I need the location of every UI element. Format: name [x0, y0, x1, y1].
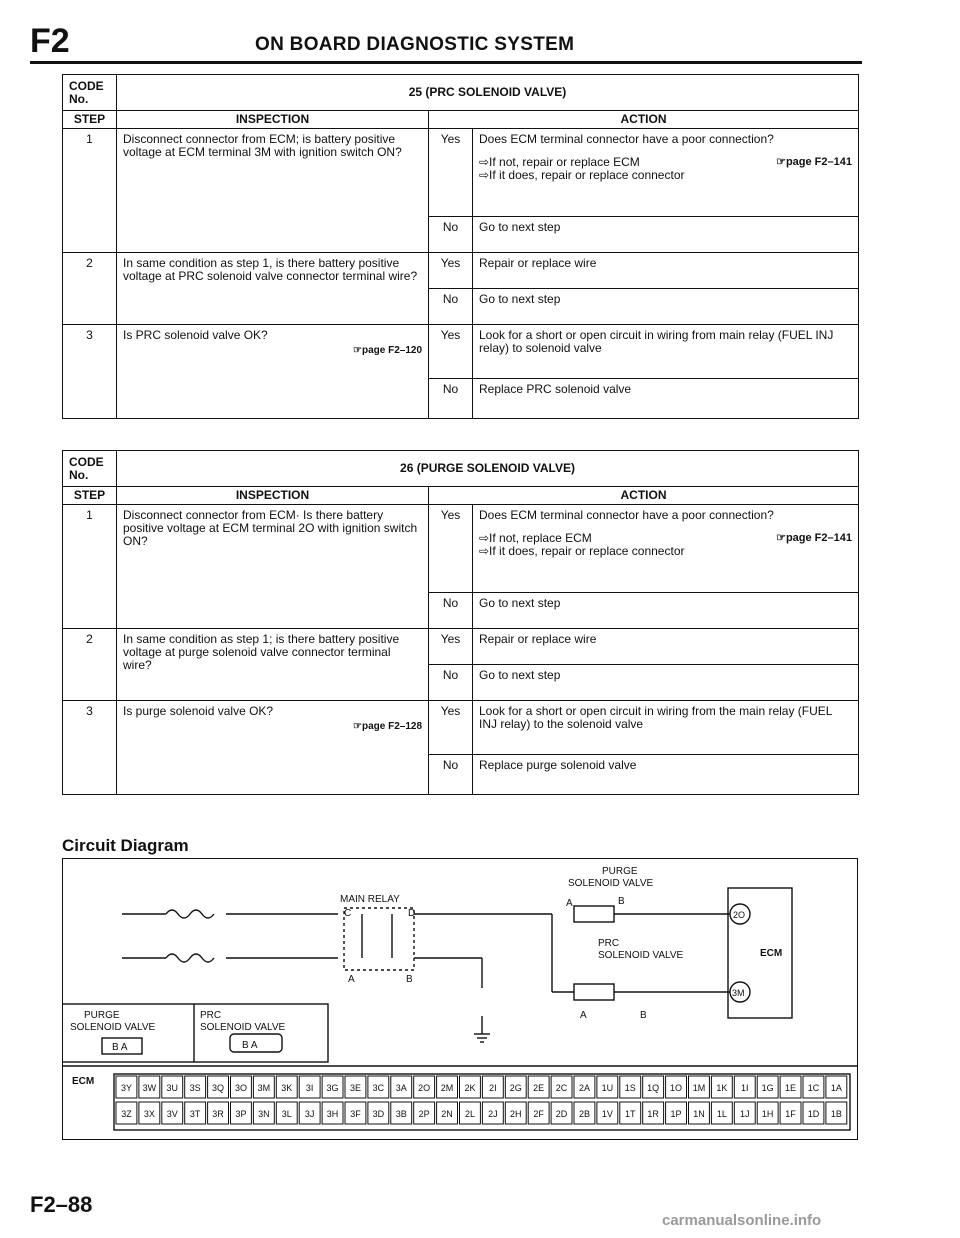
inspection-cell: [117, 701, 429, 795]
no-action: Go to next step: [473, 593, 859, 629]
ecm-pin-label: 3W: [142, 1083, 157, 1093]
page-ref: ☞page F2–141: [776, 156, 852, 168]
no-label: No: [429, 217, 473, 253]
ecm-pin-label: 1I: [740, 1083, 749, 1093]
step-number: 3: [63, 701, 117, 795]
inspection-text: Is PRC solenoid valve OK?: [123, 328, 268, 342]
section-label: F2: [30, 22, 70, 60]
prc-label-1: PRC: [598, 938, 620, 949]
yes-action: Look for a short or open circuit in wiring from the main relay (FUEL INJ relay) to the solenoid valve: [473, 701, 859, 755]
ecm-pin-label: 3N: [258, 1109, 270, 1119]
watermark: carmanualsonline.info: [662, 1212, 822, 1229]
yes-action-text: Does ECM terminal connector have a poor connection?: [479, 132, 774, 146]
step-number: 3: [63, 325, 117, 419]
yes-action: Look for a short or open circuit in wiring from main relay (FUEL INJ relay) to solenoid valve: [473, 325, 859, 379]
inspection-text: Disconnect connector from ECM; is battery positive voltage at ECM terminal 3M with ignition switch ON?: [117, 129, 429, 253]
ecm-pin-label: 3F: [350, 1109, 361, 1119]
step-number: 2: [63, 253, 117, 325]
yes-sub1-text: ⇨If not, repair or replace ECM: [479, 155, 640, 169]
ecm-pin-label: 3A: [395, 1083, 407, 1093]
yes-sub1-text: ⇨If not, replace ECM: [479, 531, 592, 545]
ecm-pin-label: 3Q: [212, 1083, 225, 1093]
yes-action: [473, 505, 859, 593]
no-action: Replace PRC solenoid valve: [473, 379, 859, 419]
ecm-pin-label: 1M: [692, 1083, 706, 1093]
ecm-pin-label: 3K: [281, 1083, 293, 1093]
no-label: No: [429, 379, 473, 419]
page-ref: ☞page F2–128: [353, 721, 422, 732]
relay-c: C: [344, 908, 352, 919]
col-step: STEP: [63, 111, 117, 129]
code-26-table: [62, 450, 859, 795]
prc-solenoid-coil: [574, 984, 614, 1000]
code-label: CODE No.: [63, 75, 117, 111]
ecm-pin-label: 2O: [418, 1083, 431, 1093]
prc-a: A: [580, 1010, 587, 1021]
purge-valve-label-2: SOLENOID VALVE: [568, 878, 654, 889]
step-number: 2: [63, 629, 117, 701]
conn-prc-label-2: SOLENOID VALVE: [200, 1022, 286, 1033]
inspection-text: Is purge solenoid valve OK?: [123, 704, 274, 718]
no-label: No: [429, 755, 473, 795]
ecm-pin-label: 1F: [785, 1109, 796, 1119]
ecm-pin-label: 1N: [693, 1109, 705, 1119]
yes-label: Yes: [429, 629, 473, 665]
col-action: ACTION: [429, 487, 859, 505]
purge-solenoid-coil: [574, 906, 614, 922]
col-inspection: INSPECTION: [117, 111, 429, 129]
ecm-pin-label: 1S: [624, 1083, 636, 1093]
main-relay-box: [344, 908, 414, 970]
ecm-pin-label: 3U: [166, 1083, 179, 1093]
yes-label: Yes: [429, 129, 473, 217]
no-label: No: [429, 289, 473, 325]
conn-purge-pins: B A: [112, 1042, 128, 1053]
ecm-pin-label: 3X: [143, 1109, 155, 1119]
ecm-pin-label: 3T: [189, 1109, 201, 1119]
purge-valve-label-1: PURGE: [602, 866, 638, 877]
ecm-pin-label: 1C: [807, 1083, 820, 1093]
yes-action: Repair or replace wire: [473, 253, 859, 289]
inspection-text: Disconnect connector from ECM· Is there battery positive voltage at ECM terminal 2O with ignition switch ON?: [117, 505, 429, 629]
inspection-text: In same condition as step 1, is there battery positive voltage at PRC solenoid valve connector terminal wire?: [117, 253, 429, 325]
ecm-pin-label: 3V: [166, 1109, 178, 1119]
ecm-pin-label: 3H: [326, 1109, 339, 1119]
yes-label: Yes: [429, 505, 473, 593]
no-label: No: [429, 593, 473, 629]
ecm-pin-label: 1T: [624, 1109, 636, 1119]
title-rule: [30, 61, 862, 64]
prc-label-2: SOLENOID VALVE: [598, 950, 684, 961]
ecm-pin-label: 1J: [739, 1109, 750, 1119]
ecm-pin-label: 1D: [807, 1109, 820, 1119]
ecm-pin-label: 1H: [761, 1109, 774, 1119]
ecm-pin-label: 3B: [395, 1109, 407, 1119]
code-25-table: [62, 74, 859, 419]
main-relay-label: MAIN RELAY: [340, 894, 400, 905]
ecm-pin-label: 1A: [830, 1083, 842, 1093]
ecm-pin-label: 3M: [257, 1083, 271, 1093]
col-inspection: INSPECTION: [117, 487, 429, 505]
terminal-3m: 3M: [732, 988, 745, 998]
col-step: STEP: [63, 487, 117, 505]
yes-sub2: ⇨If it does, repair or replace connector: [479, 544, 685, 558]
ecm-pin-label: 1K: [716, 1083, 728, 1093]
code-title: 25 (PRC SOLENOID VALVE): [117, 75, 859, 111]
page-ref: ☞page F2–120: [353, 345, 422, 356]
ecm-pin-label: 1O: [670, 1083, 683, 1093]
ecm-pin-label: 3S: [189, 1083, 201, 1093]
ecm-pin-label: 3J: [304, 1109, 315, 1119]
ecm-pin-label: 2E: [533, 1083, 545, 1093]
step-number: 1: [63, 129, 117, 253]
conn-prc-label-1: PRC: [200, 1010, 222, 1021]
yes-action: [473, 129, 859, 217]
ecm-pin-label: 3R: [212, 1109, 224, 1119]
no-action: Replace purge solenoid valve: [473, 755, 859, 795]
relay-b: B: [406, 974, 413, 985]
ecm-pin-label: 2C: [555, 1083, 568, 1093]
ecm-pin-label: 2F: [533, 1109, 544, 1119]
conn-purge-label-1: PURGE: [84, 1010, 120, 1021]
ecm-pin-label: 3L: [281, 1109, 292, 1119]
ecm-pin-label: 3D: [372, 1109, 385, 1119]
ecm-pin-grid: [116, 1076, 847, 1124]
ecm-pin-label: 2I: [489, 1083, 497, 1093]
page-number: F2–88: [30, 1192, 93, 1217]
no-label: No: [429, 665, 473, 701]
ecm-pin-label: 2N: [441, 1109, 453, 1119]
ecm-pin-label: 1G: [761, 1083, 774, 1093]
coil-lower-icon: [166, 954, 214, 962]
no-action: Go to next step: [473, 289, 859, 325]
ecm-pin-label: 2G: [509, 1083, 522, 1093]
conn-purge-label-2: SOLENOID VALVE: [70, 1022, 156, 1033]
ecm-pin-label: 1L: [716, 1109, 727, 1119]
yes-label: Yes: [429, 253, 473, 289]
ecm-pin-label: 3P: [235, 1109, 247, 1119]
ecm-pin-label: 2H: [509, 1109, 522, 1119]
ecm-pin-label: 3O: [234, 1083, 247, 1093]
relay-a: A: [348, 974, 355, 985]
ecm-pin-label: 1P: [670, 1109, 682, 1119]
inspection-cell: [117, 325, 429, 419]
ecm-pin-label: 3C: [372, 1083, 385, 1093]
ecm-pin-label: 3I: [305, 1083, 314, 1093]
page-title: ON BOARD DIAGNOSTIC SYSTEM: [255, 34, 575, 55]
coil-upper-icon: [166, 910, 214, 918]
ecm-pin-label: 3G: [326, 1083, 339, 1093]
ecm-pin-label: 3E: [349, 1083, 361, 1093]
ecm-pin-label: 1B: [830, 1109, 842, 1119]
ecm-pin-label: 2A: [578, 1083, 590, 1093]
yes-sub2: ⇨If it does, repair or replace connector: [479, 168, 685, 182]
conn-prc-pins: B A: [242, 1040, 258, 1051]
relay-d: D: [408, 908, 416, 919]
ecm-pin-label: 3Y: [120, 1083, 132, 1093]
ecm-pin-label: 1V: [601, 1109, 613, 1119]
purge-b: B: [618, 896, 625, 907]
purge-a: A: [566, 898, 573, 909]
yes-action-text: Does ECM terminal connector have a poor connection?: [479, 508, 774, 522]
circuit-diagram: [62, 858, 858, 1140]
code-title: 26 (PURGE SOLENOID VALVE): [117, 451, 859, 487]
code-label: CODE No.: [63, 451, 117, 487]
prc-b: B: [640, 1010, 647, 1021]
inspection-text: In same condition as step 1; is there battery positive voltage at purge solenoid valve connector terminal wire?: [117, 629, 429, 701]
ecm-label: ECM: [760, 948, 783, 959]
ecm-pin-label: 2B: [578, 1109, 590, 1119]
yes-action: Repair or replace wire: [473, 629, 859, 665]
ecm-pin-label: 1Q: [647, 1083, 660, 1093]
ecm-pin-label: 1E: [785, 1083, 797, 1093]
page-ref: ☞page F2–141: [776, 532, 852, 544]
ecm-conn-label: ECM: [72, 1076, 95, 1087]
no-action: Go to next step: [473, 217, 859, 253]
ecm-pin-label: 3Z: [121, 1109, 132, 1119]
ecm-pin-label: 2K: [464, 1083, 476, 1093]
no-action: Go to next step: [473, 665, 859, 701]
yes-label: Yes: [429, 325, 473, 379]
ecm-pin-label: 2J: [488, 1109, 498, 1119]
ecm-pin-label: 1U: [601, 1083, 614, 1093]
ecm-pin-label: 2P: [418, 1109, 430, 1119]
ecm-pin-label: 2L: [464, 1109, 475, 1119]
circuit-diagram-title: Circuit Diagram: [62, 836, 189, 855]
yes-label: Yes: [429, 701, 473, 755]
ecm-pin-label: 1R: [647, 1109, 659, 1119]
col-action: ACTION: [429, 111, 859, 129]
ecm-pin-label: 2D: [555, 1109, 568, 1119]
step-number: 1: [63, 505, 117, 629]
ecm-pin-label: 2M: [440, 1083, 454, 1093]
terminal-2o: 2O: [733, 910, 746, 920]
